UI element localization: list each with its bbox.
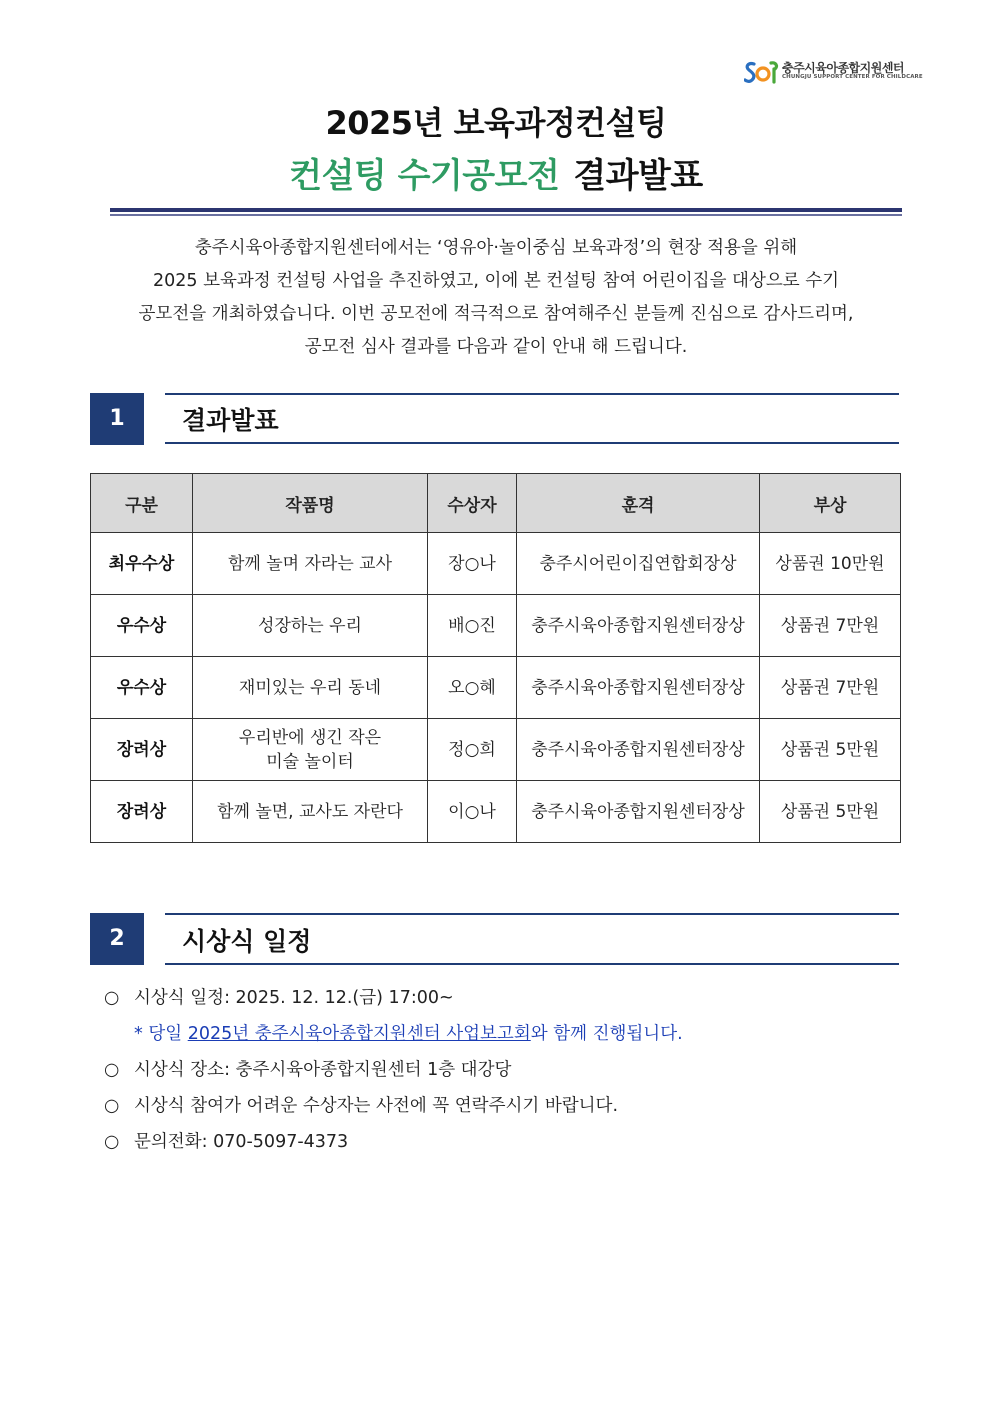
schedule-absence-note: 시상식 참여가 어려운 수상자는 사전에 꼭 연락주시기 바랍니다. <box>134 1096 619 1116</box>
work-title-cell: 함께 놀면, 교사도 자란다 <box>193 781 428 843</box>
header-honor: 훈격 <box>517 474 760 533</box>
work-title-line: 우리반에 생긴 작은 <box>238 727 382 748</box>
schedule-contact: 문의전화: 070-5097-4373 <box>134 1132 349 1152</box>
table-row <box>91 719 901 781</box>
list-item <box>104 1127 683 1163</box>
schedule-place: 시상식 장소: 충주시육아종합지원센터 1층 대강당 <box>134 1060 512 1080</box>
table-header-row <box>91 474 901 533</box>
section2-bottom-line <box>165 963 899 965</box>
schedule-note <box>104 1019 683 1055</box>
list-item <box>104 1091 683 1127</box>
intro-line: 충주시육아종합지원센터에서는 ‘영유아·놀이중심 보육과정’의 현장 적용을 위해 <box>194 238 798 258</box>
logo-subtitle: CHUNGJU SUPPORT CENTER FOR CHILDCARE <box>782 74 923 80</box>
logo-mark-icon <box>744 58 780 86</box>
prize-cell: 상품권 10만원 <box>760 533 901 595</box>
note-suffix: 와 함께 진행됩니다. <box>530 1024 683 1044</box>
award-cell: 장려상 <box>91 781 193 843</box>
header-category: 구분 <box>91 474 193 533</box>
schedule-date: 시상식 일정: 2025. 12. 12.(금) 17:00~ <box>134 988 454 1008</box>
bullet-circle-icon: ○ <box>104 1060 120 1080</box>
award-cell: 장려상 <box>91 719 193 781</box>
winner-cell: 배○진 <box>428 595 517 657</box>
document-subtitle <box>0 148 992 197</box>
center-logo <box>744 58 923 86</box>
header-prize: 부상 <box>760 474 901 533</box>
award-cell: 우수상 <box>91 657 193 719</box>
table-row <box>91 533 901 595</box>
intro-paragraph <box>85 232 907 364</box>
note-prefix: * 당일 <box>134 1024 188 1044</box>
section1-bottom-line <box>165 442 899 444</box>
intro-line: 2025 보육과정 컨설팅 사업을 추진하였고, 이에 본 컨설팅 참여 어린이집을 대상으로 수기 <box>152 271 840 291</box>
section1-number: 1 <box>90 393 144 445</box>
title-divider-thick <box>110 208 902 212</box>
intro-line: 공모전을 개최하였습니다. 이번 공모전에 적극적으로 참여해주신 분들께 진심으로 감사드리며, <box>138 304 854 324</box>
work-title-cell: 성장하는 우리 <box>193 595 428 657</box>
award-cell: 우수상 <box>91 595 193 657</box>
results-table <box>90 473 901 843</box>
honor-cell: 충주시어린이집연합회장상 <box>517 533 760 595</box>
list-item <box>104 1055 683 1091</box>
work-title-cell: 함께 놀며 자라는 교사 <box>193 533 428 595</box>
header-work-title: 작품명 <box>193 474 428 533</box>
winner-cell: 정○희 <box>428 719 517 781</box>
section2-number: 2 <box>90 913 144 965</box>
section2-title: 시상식 일정 <box>182 927 312 956</box>
winner-cell: 이○나 <box>428 781 517 843</box>
header-winner: 수상자 <box>428 474 517 533</box>
award-cell: 최우수상 <box>91 533 193 595</box>
subtitle-black-part: 결과발표 <box>573 156 703 196</box>
table-row <box>91 781 901 843</box>
honor-cell: 충주시육아종합지원센터장상 <box>517 719 760 781</box>
subtitle-green-part: 컨설팅 수기공모전 <box>289 156 560 196</box>
prize-cell: 상품권 7만원 <box>760 657 901 719</box>
document-title: 2025년 보육과정컨설팅 <box>325 104 667 142</box>
section1-top-line <box>165 393 899 395</box>
bullet-circle-icon: ○ <box>104 1132 120 1152</box>
prize-cell: 상품권 5만원 <box>760 719 901 781</box>
honor-cell: 충주시육아종합지원센터장상 <box>517 781 760 843</box>
winner-cell: 장○나 <box>428 533 517 595</box>
bullet-circle-icon: ○ <box>104 1096 120 1116</box>
honor-cell: 충주시육아종합지원센터장상 <box>517 657 760 719</box>
schedule-list <box>104 983 683 1163</box>
honor-cell: 충주시육아종합지원센터장상 <box>517 595 760 657</box>
section2-top-line <box>165 913 899 915</box>
prize-cell: 상품권 7만원 <box>760 595 901 657</box>
prize-cell: 상품권 5만원 <box>760 781 901 843</box>
work-title-cell <box>193 719 428 781</box>
logo-name: 충주시육아종합지원센터 <box>782 61 905 75</box>
title-divider-thin <box>110 214 902 216</box>
table-row <box>91 595 901 657</box>
intro-line: 공모전 심사 결과를 다음과 같이 안내 해 드립니다. <box>304 337 688 357</box>
event-link[interactable]: 2025년 충주시육아종합지원센터 사업보고회 <box>187 1024 531 1044</box>
list-item <box>104 983 683 1019</box>
winner-cell: 오○혜 <box>428 657 517 719</box>
work-title-line: 미술 놀이터 <box>266 751 354 772</box>
section1-title: 결과발표 <box>182 406 279 435</box>
table-row <box>91 657 901 719</box>
work-title-cell: 재미있는 우리 동네 <box>193 657 428 719</box>
bullet-circle-icon: ○ <box>104 988 120 1008</box>
